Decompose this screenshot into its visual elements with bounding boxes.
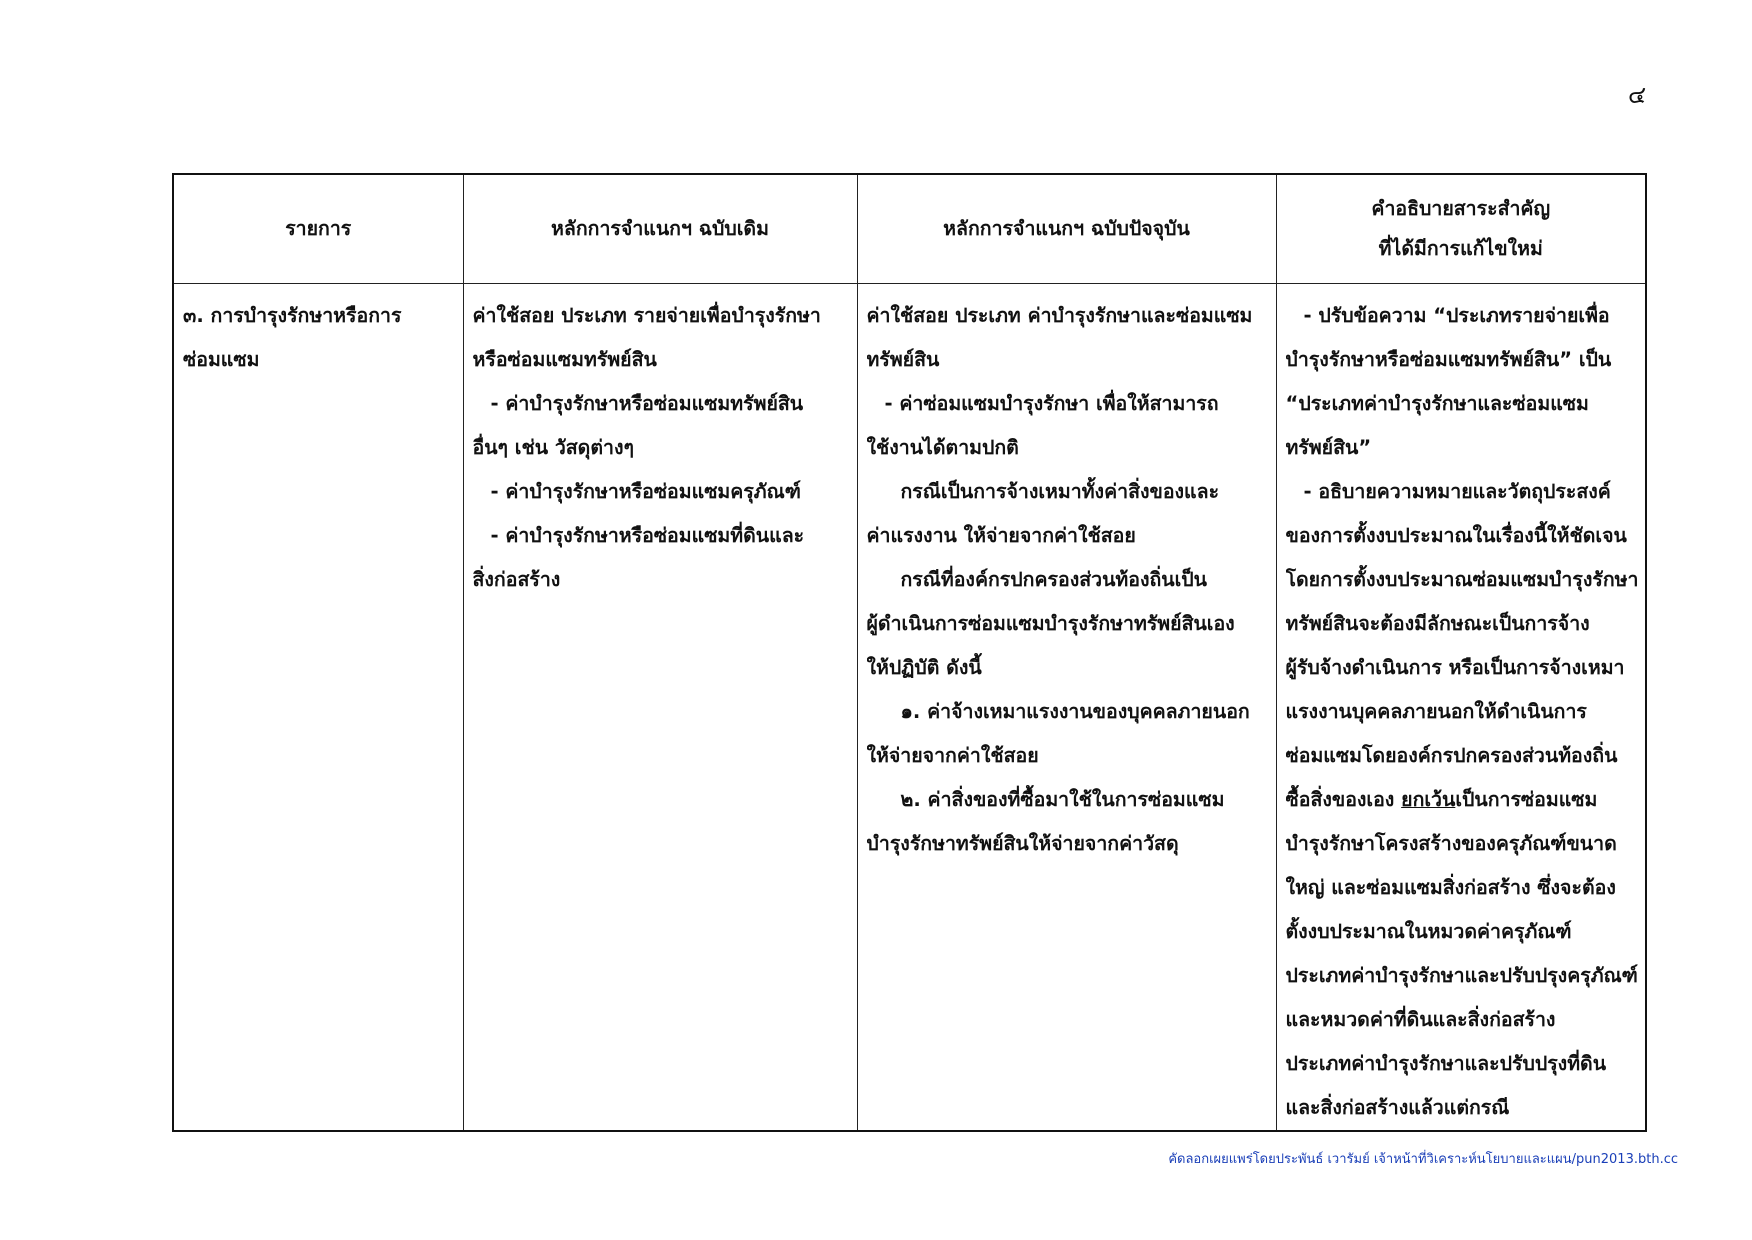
header-old-label: หลักการจำแนกฯ ฉบับเดิม <box>551 217 769 240</box>
current-line: ให้จ่ายจากค่าใช้สอย <box>866 744 1039 767</box>
header-current-principle <box>857 174 1276 284</box>
item-line: ๓. การบำรุงรักษาหรือการ <box>183 304 402 327</box>
cell-item <box>173 284 463 1132</box>
current-line: ให้ปฏิบัติ ดังนี้ <box>866 656 982 679</box>
current-line: กรณีที่องค์กรปกครองส่วนท้องถิ่นเป็น <box>900 568 1207 591</box>
current-line: ผู้ดำเนินการซ่อมแซมบำรุงรักษาทรัพย์สินเอง <box>866 612 1235 635</box>
cell-old-principle <box>463 284 857 1132</box>
header-explanation-line: คำอธิบายสาระสำคัญ <box>1371 197 1551 220</box>
explanation-line: แรงงานบุคคลภายนอกให้ดำเนินการ <box>1285 700 1587 723</box>
header-item <box>173 174 463 284</box>
explanation-line: และหมวดค่าที่ดินและสิ่งก่อสร้าง <box>1285 1008 1556 1031</box>
current-line: ทรัพย์สิน <box>866 348 940 371</box>
header-item-label: รายการ <box>285 217 352 240</box>
explanation-line: - อธิบายความหมายและวัตถุประสงค์ <box>1303 480 1611 503</box>
current-line: บำรุงรักษาทรัพย์สินให้จ่ายจากค่าวัสดุ <box>866 832 1179 855</box>
explanation-text: เป็นการซ่อมแซม <box>1455 788 1598 811</box>
explanation-line: บำรุงรักษาโครงสร้างของครุภัณฑ์ขนาด <box>1285 832 1617 855</box>
old-line: สิ่งก่อสร้าง <box>472 568 561 591</box>
cell-current-principle <box>857 284 1276 1132</box>
old-line: หรือซ่อมแซมทรัพย์สิน <box>472 348 657 371</box>
old-line: อื่นๆ เช่น วัสดุต่างๆ <box>472 436 634 459</box>
current-line: ค่าใช้สอย ประเภท ค่าบำรุงรักษาและซ่อมแซม <box>866 304 1253 327</box>
page-number: ๔ <box>1628 81 1647 109</box>
current-line: กรณีเป็นการจ้างเหมาทั้งค่าสิ่งของและ <box>900 480 1220 503</box>
explanation-line: ประเภทค่าบำรุงรักษาและปรับปรุงครุภัณฑ์ <box>1285 964 1638 987</box>
explanation-line: บำรุงรักษาหรือซ่อมแซมทรัพย์สิน” เป็น <box>1285 348 1612 371</box>
current-line: ๑. ค่าจ้างเหมาแรงงานของบุคคลภายนอก <box>900 700 1250 723</box>
header-explanation <box>1276 174 1646 284</box>
explanation-line: “ประเภทค่าบำรุงรักษาและซ่อมแซม <box>1285 392 1589 415</box>
cell-explanation <box>1276 284 1646 1132</box>
table-header-row <box>173 174 1646 284</box>
current-line: ๒. ค่าสิ่งของที่ซื้อมาใช้ในการซ่อมแซม <box>900 788 1225 811</box>
old-line: - ค่าบำรุงรักษาหรือซ่อมแซมทรัพย์สิน <box>490 392 804 415</box>
footer-credit: คัดลอกเผยแพร่โดยประพันธ์ เวารัมย์ เจ้าหน้าที่วิเคราะห์นโยบายและแผน/pun2013.bth.cc <box>1168 1152 1678 1167</box>
current-line: ค่าแรงงาน ให้จ่ายจากค่าใช้สอย <box>866 524 1136 547</box>
current-line: ใช้งานได้ตามปกติ <box>866 436 1019 459</box>
old-line: - ค่าบำรุงรักษาหรือซ่อมแซมที่ดินและ <box>490 524 805 547</box>
explanation-line: - ปรับข้อความ “ประเภทรายจ่ายเพื่อ <box>1303 304 1610 327</box>
header-current-label: หลักการจำแนกฯ ฉบับปัจจุบัน <box>943 217 1190 240</box>
header-old-principle <box>463 174 857 284</box>
explanation-line: ตั้งงบประมาณในหมวดค่าครุภัณฑ์ <box>1285 920 1572 943</box>
explanation-text: ซื้อสิ่งของเอง <box>1285 788 1395 811</box>
explanation-line: ซ่อมแซมโดยองค์กรปกครองส่วนท้องถิ่น <box>1285 744 1618 767</box>
explanation-line-mixed <box>1286 778 1639 822</box>
explanation-line: โดยการตั้งงบประมาณซ่อมแซมบำรุงรักษา <box>1285 568 1638 591</box>
table-row <box>173 284 1646 1132</box>
explanation-line: ประเภทค่าบำรุงรักษาและปรับปรุงที่ดิน <box>1285 1052 1607 1075</box>
comparison-table <box>172 173 1647 1132</box>
explanation-line: ใหญ่ และซ่อมแซมสิ่งก่อสร้าง ซึ่งจะต้อง <box>1285 876 1616 899</box>
current-line: - ค่าซ่อมแซมบำรุงรักษา เพื่อให้สามารถ <box>884 392 1219 415</box>
underlined-except: ยกเว้น <box>1401 788 1456 811</box>
item-line: ซ่อมแซม <box>183 348 260 371</box>
explanation-line: ทรัพย์สิน” <box>1285 436 1372 459</box>
explanation-line: ทรัพย์สินจะต้องมีลักษณะเป็นการจ้าง <box>1285 612 1590 635</box>
old-line: ค่าใช้สอย ประเภท รายจ่ายเพื่อบำรุงรักษา <box>472 304 821 327</box>
header-explanation-line: ที่ได้มีการแก้ไขใหม่ <box>1378 237 1543 260</box>
explanation-line: และสิ่งก่อสร้างแล้วแต่กรณี <box>1285 1096 1510 1119</box>
explanation-line: ของการตั้งงบประมาณในเรื่องนี้ให้ชัดเจน <box>1285 524 1627 547</box>
old-line: - ค่าบำรุงรักษาหรือซ่อมแซมครุภัณฑ์ <box>490 480 801 503</box>
explanation-line: ผู้รับจ้างดำเนินการ หรือเป็นการจ้างเหมา <box>1285 656 1625 679</box>
